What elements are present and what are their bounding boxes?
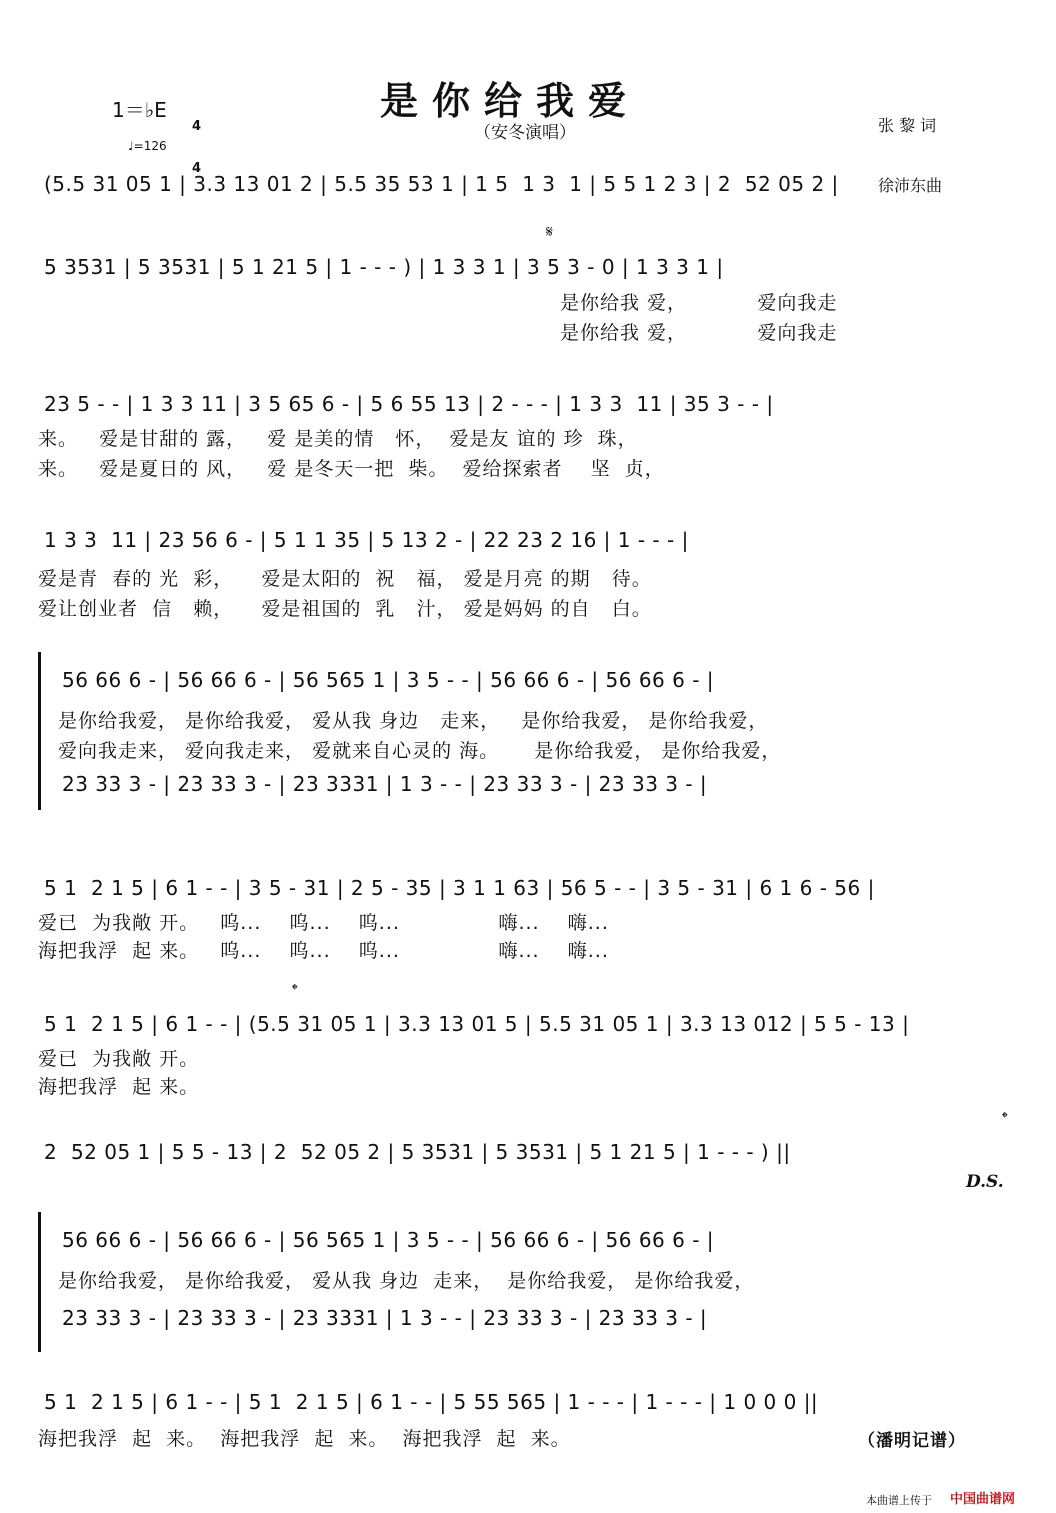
notation-row-2: 5 3531 | 5 3531 | 5 1 21 5 | 1 - - - ) | 1 3 3 1 | 3 5 3 - 0 | 1 3 3 1 | <box>44 255 724 279</box>
coda-mark-2: 𝄌 <box>1002 1108 1008 1127</box>
singer-subtitle: （安冬演唱） <box>474 123 576 143</box>
notation-row-9: 56 66 6 - | 56 66 6 - | 56 565 1 | 3 5 - - | 56 66 6 - | 56 66 6 - | <box>62 1228 715 1252</box>
lyrics-row-2-verse-1: 是你给我 爱， 爱向我走 <box>560 292 838 314</box>
lyrics-row-5-verse-1: 是你给我爱， 是你给我爱， 爱从我 身边 走来， 是你给我爱， 是你给我爱， <box>58 710 769 732</box>
notation-row-1: (5.5 31 05 1 | 3.3 13 01 2 | 5.5 35 53 1 | 1 5 1 3 1 | 5 5 1 2 3 | 2 52 05 2 | <box>44 172 839 196</box>
harmony-row-9: 23 33 3 - | 23 33 3 - | 23 3331 | 1 3 - - | 23 33 3 - | 23 33 3 - | <box>62 1306 708 1330</box>
notation-row-6: 5 1 2 1 5 | 6 1 - - | 3 5 - 31 | 2 5 - 35 | 3 1 1 63 | 56 5 - - | 3 5 - 31 | 6 1 6 - 56 | <box>44 876 875 900</box>
segno-mark: 𝄋 <box>546 222 553 241</box>
harmony-row-5: 23 33 3 - | 23 33 3 - | 23 3331 | 1 3 - - | 23 33 3 - | 23 33 3 - | <box>62 772 708 796</box>
lyrics-row-5-verse-2: 爱向我走来， 爱向我走来， 爱就来自心灵的 海。 是你给我爱， 是你给我爱， <box>58 740 782 762</box>
key-signature: 1＝♭E <box>112 98 167 122</box>
notation-row-5: 56 66 6 - | 56 66 6 - | 56 565 1 | 3 5 - - | 56 66 6 - | 56 66 6 - | <box>62 668 715 692</box>
notation-row-8: 2 52 05 1 | 5 5 - 13 | 2 52 05 2 | 5 3531 | 5 3531 | 5 1 21 5 | 1 - - - ) || <box>44 1140 791 1164</box>
composer: 徐沛东曲 <box>878 176 943 195</box>
time-sig-bottom: 4 <box>192 161 202 176</box>
tempo-mark: ♩=126 <box>128 139 167 153</box>
notation-row-3: 23 5 - - | 1 3 3 11 | 3 5 65 6 - | 5 6 55 13 | 2 - - - | 1 3 3 11 | 35 3 - - | <box>44 392 774 416</box>
upload-note: 本曲谱上传于 <box>866 1494 932 1507</box>
lyrics-row-10-verse-1: 海把我浮 起 来。 海把我浮 起 来。 海把我浮 起 来。 <box>38 1428 571 1450</box>
notation-row-7: 5 1 2 1 5 | 6 1 - - | (5.5 31 05 1 | 3.3 13 01 5 | 5.5 31 05 1 | 3.3 13 012 | 5 5 - 13 | <box>44 1012 910 1036</box>
lyrics-row-3-verse-2: 来。 爱是夏日的 风， 爱 是冬天一把 柴。 爱给探索者 坚 贞， <box>38 458 665 480</box>
lyrics-row-6-verse-2: 海把我浮 起 来。 呜... 呜... 呜... 嗨... 嗨... <box>38 940 609 962</box>
lyrics-row-6-verse-1: 爱已 为我敞 开。 呜... 呜... 呜... 嗨... 嗨... <box>38 912 609 934</box>
notation-row-10: 5 1 2 1 5 | 6 1 - - | 5 1 2 1 5 | 6 1 - - | 5 55 565 | 1 - - - | 1 - - - | 1 0 0 0 || <box>44 1390 819 1414</box>
lyrics-row-2-verse-2: 是你给我 爱， 爱向我走 <box>560 322 838 344</box>
notation-row-4: 1 3 3 11 | 23 56 6 - | 5 1 1 35 | 5 13 2 - | 22 23 2 16 | 1 - - - | <box>44 528 689 552</box>
ds-mark: D.S. <box>966 1172 1004 1192</box>
song-title: 是你给我爱 <box>380 78 641 123</box>
coda-mark-1: 𝄌 <box>292 980 298 999</box>
chorus-bracket-1 <box>38 652 41 810</box>
credits <box>878 76 942 216</box>
lyrics-row-3-verse-1: 来。 爱是甘甜的 露， 爱 是美的情 怀， 爱是友 谊的 珍 珠， <box>38 428 638 450</box>
lyrics-row-7-verse-2: 海把我浮 起 来。 <box>38 1076 200 1098</box>
lyrics-row-4-verse-1: 爱是青 春的 光 彩， 爱是太阳的 祝 福， 爱是月亮 的期 待。 <box>38 568 652 590</box>
lyrics-row-7-verse-1: 爱已 为我敞 开。 <box>38 1048 200 1070</box>
lyrics-row-4-verse-2: 爱让创业者 信 赖， 爱是祖国的 乳 汁， 爱是妈妈 的自 白。 <box>38 598 652 620</box>
lyrics-row-9-verse-1: 是你给我爱， 是你给我爱， 爱从我 身边 走来， 是你给我爱， 是你给我爱， <box>58 1270 755 1292</box>
lyricist: 张 黎 词 <box>878 116 937 135</box>
site-logo-text: 中国曲谱网 <box>950 1492 1016 1507</box>
chorus-bracket-2 <box>38 1212 41 1352</box>
transcriber-note: （潘明记谱） <box>858 1431 966 1451</box>
time-sig-top: 4 <box>192 119 202 134</box>
